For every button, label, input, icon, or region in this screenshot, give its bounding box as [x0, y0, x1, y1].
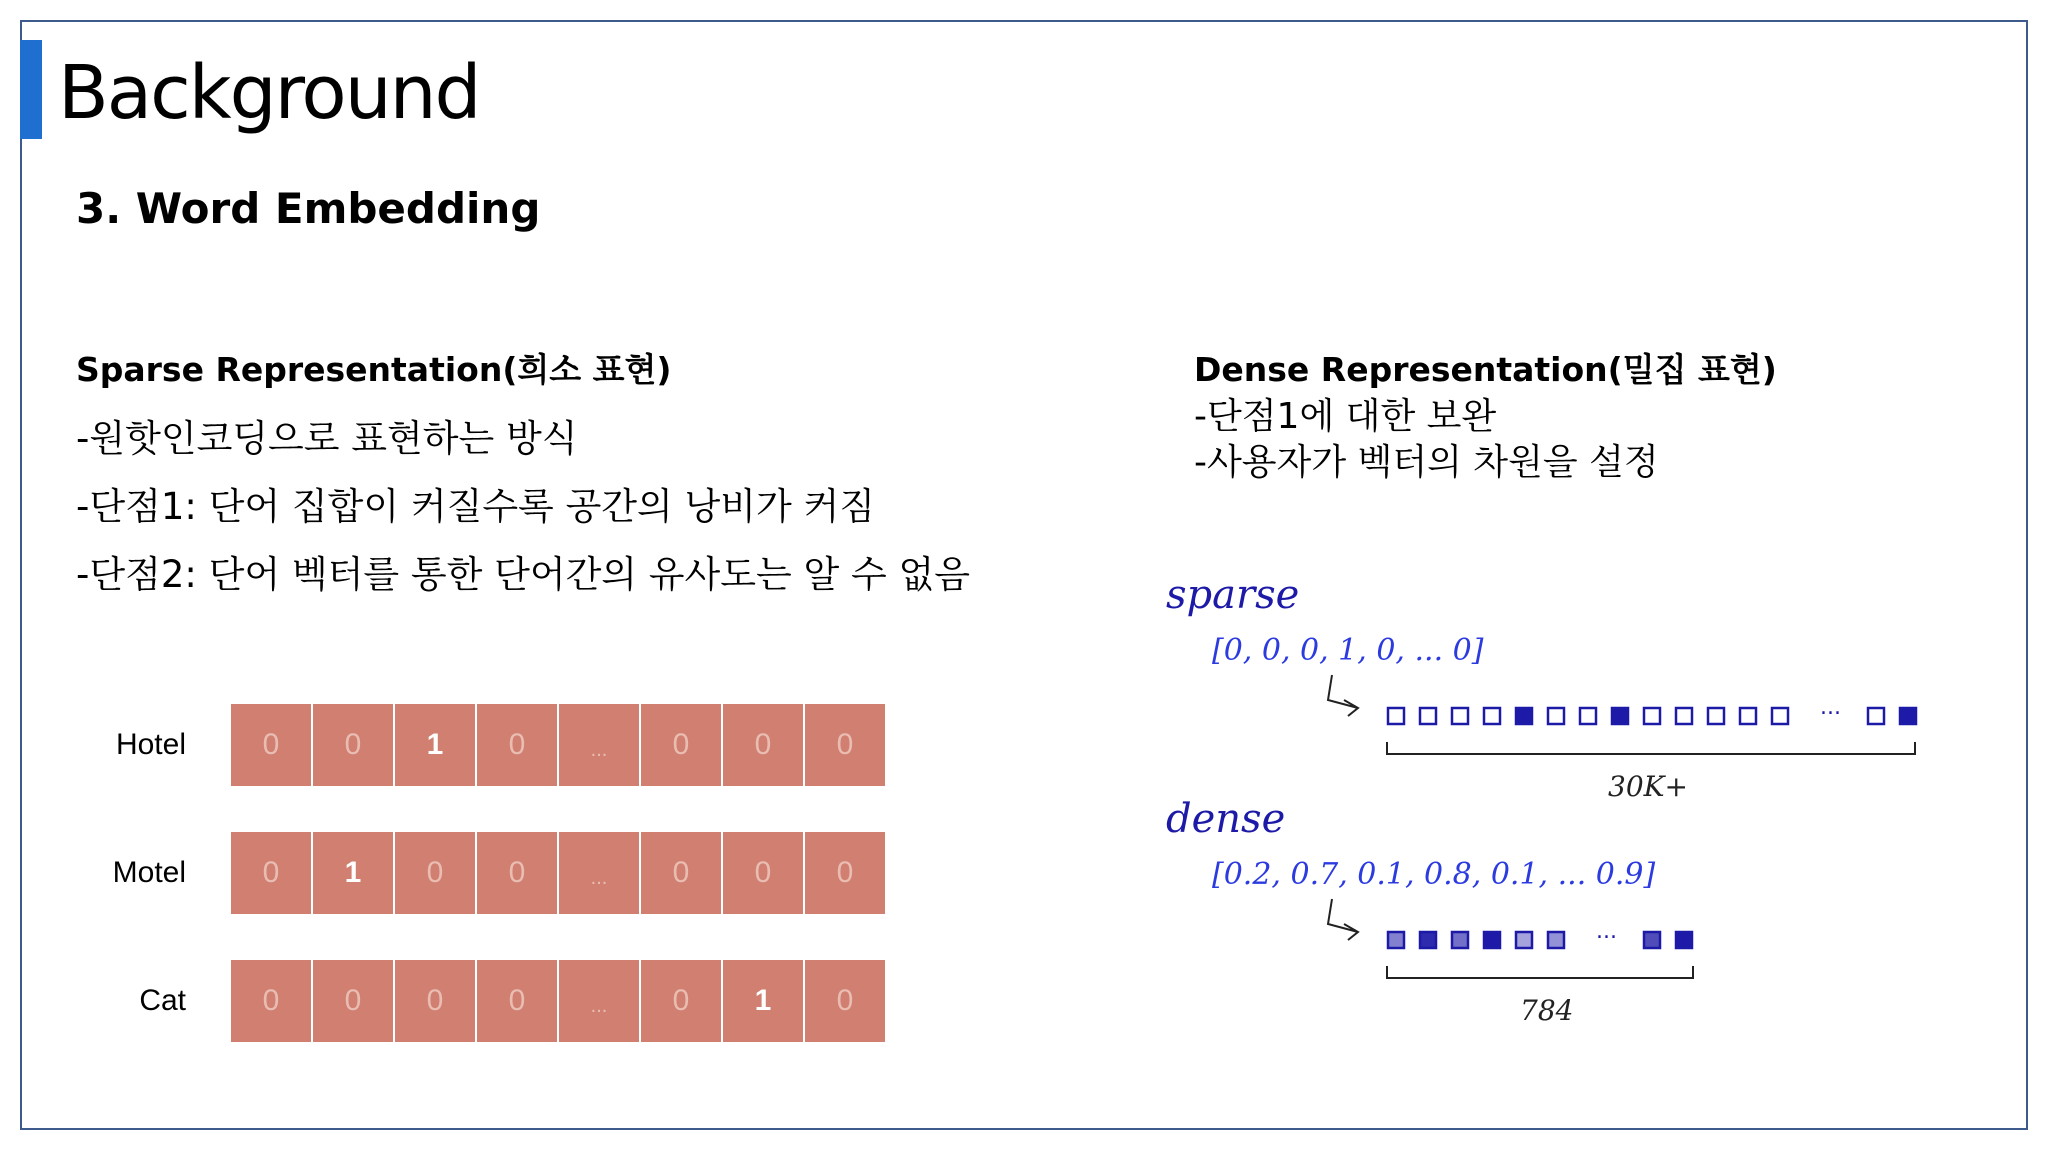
dense-line-1: -단점1에 대한 보완 [1194, 396, 1497, 437]
one-hot-cell: 0 [313, 960, 393, 1042]
dense-box [1516, 932, 1532, 948]
one-hot-cell: 0 [641, 832, 721, 914]
one-hot-row-motel [231, 832, 885, 914]
one-hot-cell: 1 [395, 704, 475, 786]
one-hot-cell: 0 [395, 960, 475, 1042]
sparse-box [1580, 708, 1596, 724]
dense-heading: Dense Representation(밀집 표현) [1194, 350, 1777, 389]
sparse-box [1772, 708, 1788, 724]
sparse-vector: [0, 0, 0, 1, 0, ... 0] [1212, 633, 1484, 668]
sparse-box [1420, 708, 1436, 724]
sparse-tail-boxes [1868, 708, 1916, 724]
dense-vector: [0.2, 0.7, 0.1, 0.8, 0.1, ... 0.9] [1212, 857, 1656, 892]
one-hot-cell: ... [559, 832, 639, 914]
row-label-cat: Cat [139, 984, 186, 1017]
sparse-bracket [1387, 742, 1915, 754]
sparse-box [1452, 708, 1468, 724]
sparse-box [1740, 708, 1756, 724]
one-hot-cell: 0 [805, 832, 885, 914]
one-hot-cell: 0 [313, 704, 393, 786]
title-accent-bar [20, 40, 42, 139]
one-hot-cell: 0 [395, 832, 475, 914]
dense-box [1420, 932, 1436, 948]
one-hot-cell: 0 [805, 704, 885, 786]
sparse-box [1548, 708, 1564, 724]
one-hot-cell: 0 [723, 704, 803, 786]
sparse-box [1644, 708, 1660, 724]
dense-box [1452, 932, 1468, 948]
one-hot-cell: ... [559, 960, 639, 1042]
one-hot-row-hotel [231, 704, 885, 786]
one-hot-cell: ... [559, 704, 639, 786]
dense-tail-boxes [1644, 932, 1692, 948]
one-hot-cell: 0 [723, 832, 803, 914]
slide-subtitle: 3. Word Embedding [76, 184, 541, 233]
row-label-motel: Motel [112, 856, 186, 889]
dense-box [1644, 932, 1660, 948]
one-hot-cell: 1 [313, 832, 393, 914]
dense-bracket [1387, 966, 1693, 978]
dense-boxes [1388, 932, 1564, 948]
sparse-dense-diagram [1160, 560, 1940, 1030]
sparse-box [1868, 708, 1884, 724]
one-hot-cell: 0 [477, 832, 557, 914]
dense-line-2: -사용자가 벡터의 차원을 설정 [1194, 442, 1659, 483]
dense-box [1548, 932, 1564, 948]
one-hot-cell: 0 [231, 832, 311, 914]
sparse-box [1484, 708, 1500, 724]
one-hot-cell: 1 [723, 960, 803, 1042]
sparse-heading: Sparse Representation(희소 표현) [76, 350, 672, 389]
dense-size-label: 784 [1520, 994, 1574, 1027]
sparse-line-3: -단점2: 단어 벡터를 통한 단어간의 유사도는 알 수 없음 [76, 553, 971, 596]
row-label-hotel: Hotel [115, 728, 186, 761]
sparse-arrow [1328, 675, 1358, 716]
sparse-line-2: -단점1: 단어 집합이 커질수록 공간의 낭비가 커짐 [76, 485, 876, 528]
sparse-diagram [1166, 572, 1916, 803]
sparse-label: sparse [1166, 572, 1300, 618]
dense-diagram [1166, 796, 1693, 1027]
sparse-size-label: 30K+ [1608, 770, 1689, 803]
one-hot-cell: 0 [805, 960, 885, 1042]
sparse-box [1676, 708, 1692, 724]
one-hot-cell: 0 [231, 704, 311, 786]
one-hot-cell: 0 [477, 704, 557, 786]
sparse-box [1708, 708, 1724, 724]
dense-box [1676, 932, 1692, 948]
one-hot-row-cat [231, 960, 885, 1042]
dense-box [1388, 932, 1404, 948]
dense-ellipsis: ... [1596, 919, 1617, 944]
one-hot-cell: 0 [641, 704, 721, 786]
one-hot-cell: 0 [477, 960, 557, 1042]
sparse-line-1: -원핫인코딩으로 표현하는 방식 [76, 417, 578, 460]
sparse-box [1516, 708, 1532, 724]
sparse-box [1612, 708, 1628, 724]
dense-box [1484, 932, 1500, 948]
one-hot-cell: 0 [641, 960, 721, 1042]
dense-label: dense [1166, 796, 1286, 842]
sparse-box [1900, 708, 1916, 724]
dense-arrow [1328, 899, 1358, 940]
slide-title: Background [58, 50, 480, 136]
sparse-ellipsis: ... [1820, 695, 1841, 720]
one-hot-cell: 0 [231, 960, 311, 1042]
sparse-box [1388, 708, 1404, 724]
sparse-boxes [1388, 708, 1788, 724]
